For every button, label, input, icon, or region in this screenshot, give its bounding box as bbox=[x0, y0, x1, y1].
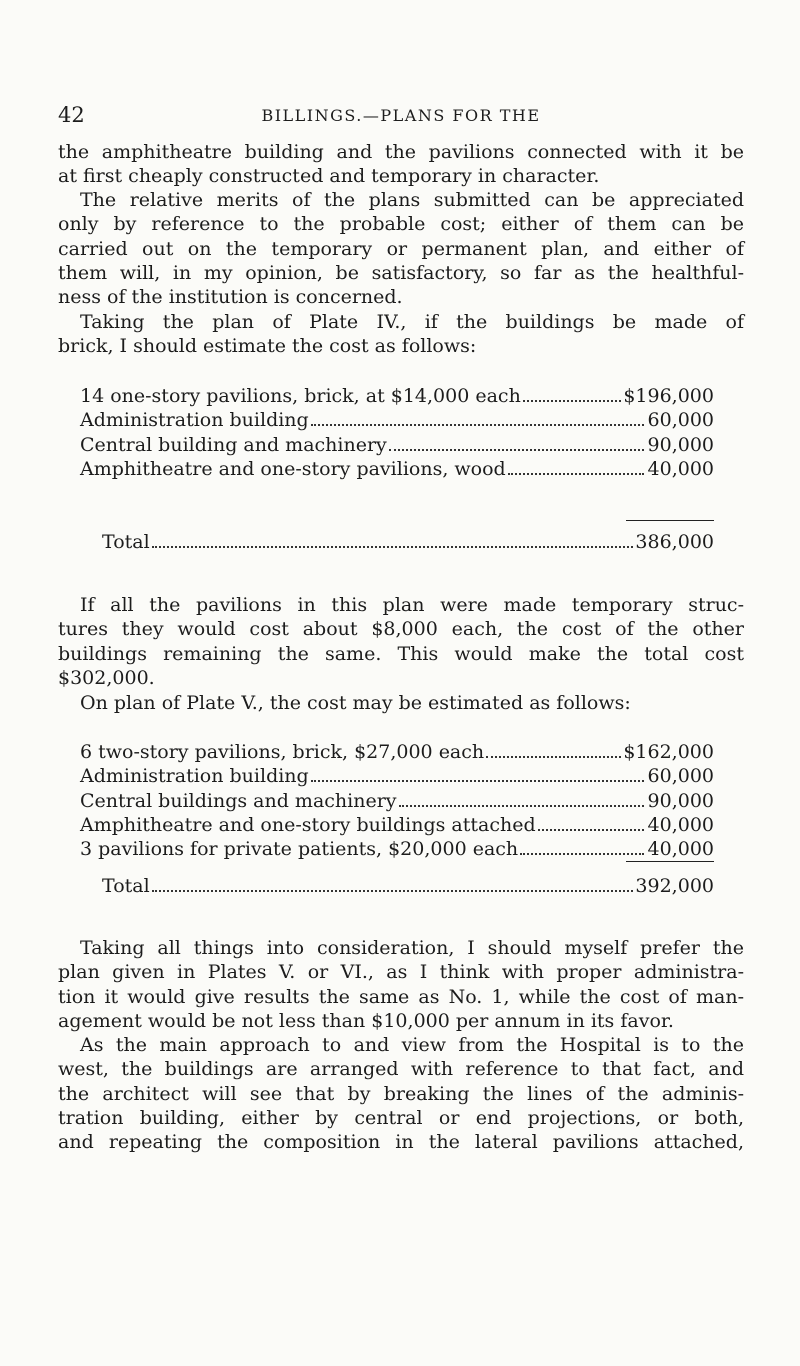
dot-leader bbox=[152, 890, 634, 892]
text-line: On plan of Plate V., the cost may be estimated as follows: bbox=[80, 692, 631, 714]
dot-leader bbox=[311, 424, 644, 426]
total-row-plate-v bbox=[102, 874, 714, 898]
paragraph-continuation bbox=[58, 140, 744, 189]
table-row bbox=[80, 813, 714, 837]
text-line: only by reference to the probable cost; either of them can be bbox=[58, 213, 744, 236]
cost-table-plate-v bbox=[80, 740, 714, 861]
table-row bbox=[80, 408, 714, 432]
paragraph-temporary-structures bbox=[58, 593, 744, 690]
paragraph-main-approach bbox=[58, 1033, 744, 1154]
total-row-plate-iv bbox=[102, 530, 714, 554]
dot-leader bbox=[389, 449, 644, 451]
total-amount: 392,000 bbox=[635, 875, 714, 897]
dot-leader bbox=[508, 473, 644, 475]
text-line: $302,000. bbox=[58, 666, 155, 689]
table-row bbox=[80, 457, 714, 481]
dot-leader bbox=[538, 829, 644, 831]
table-row bbox=[80, 837, 714, 861]
text-line: plan given in Plates V. or VI., as I think with proper administra- bbox=[58, 961, 744, 984]
row-label: Amphitheatre and one-story buildings attached bbox=[80, 813, 536, 836]
text-line: Taking the plan of Plate IV., if the buildings be made of bbox=[80, 311, 744, 333]
row-label: 6 two-story pavilions, brick, $27,000 each bbox=[80, 741, 485, 763]
text-line: and repeating the composition in the lateral pavilions attached, bbox=[58, 1131, 744, 1154]
page-number: 42 bbox=[58, 103, 85, 127]
dot-leader bbox=[486, 756, 621, 758]
text-line: west, the buildings are arranged with reference to that fact, and bbox=[58, 1058, 744, 1081]
row-amount: 90,000 bbox=[647, 433, 714, 456]
total-amount: 386,000 bbox=[635, 531, 714, 553]
text-line: As the main approach to and view from the Hospital is to the bbox=[80, 1034, 744, 1056]
row-label: 3 pavilions for private patients, $20,000 each bbox=[80, 838, 519, 861]
row-label: Amphitheatre and one-story pavilions, wood bbox=[80, 457, 506, 480]
dot-leader bbox=[520, 853, 644, 855]
dot-leader bbox=[399, 805, 644, 807]
row-amount: 40,000 bbox=[647, 838, 714, 861]
text-line: agement would be not less than $10,000 per annum in its favor. bbox=[58, 1009, 674, 1032]
total-label: Total bbox=[102, 875, 150, 897]
text-line: at first cheaply constructed and temporary in character. bbox=[58, 165, 600, 188]
total-label: Total bbox=[102, 531, 150, 553]
text-line: tures they would cost about $8,000 each, the cost of the other bbox=[58, 618, 744, 641]
text-line: buildings remaining the same. This would make the total cost bbox=[58, 642, 744, 665]
paragraph-plate-iv-intro bbox=[58, 310, 744, 359]
text-line: If all the pavilions in this plan were made temporary struc- bbox=[80, 594, 744, 616]
row-amount: $196,000 bbox=[623, 385, 714, 407]
sum-rule bbox=[626, 861, 714, 862]
text-line: the architect will see that by breaking the lines of the adminis- bbox=[58, 1082, 744, 1105]
row-amount: 60,000 bbox=[647, 765, 714, 788]
text-line: Taking all things into consideration, I should myself prefer the bbox=[80, 937, 744, 959]
text-line: tration building, either by central or end projections, or both, bbox=[58, 1106, 744, 1129]
row-label: Administration building bbox=[80, 409, 309, 432]
text-line: them will, in my opinion, be satisfactory, so far as the healthful- bbox=[58, 261, 744, 284]
sum-rule bbox=[626, 520, 714, 521]
dot-leader bbox=[523, 400, 622, 402]
paragraph-relative-merits bbox=[58, 188, 744, 309]
row-label: 14 one-story pavilions, brick, at $14,000 each bbox=[80, 385, 521, 407]
dot-leader bbox=[311, 780, 644, 782]
paragraph-preference bbox=[58, 936, 744, 1033]
row-amount: 60,000 bbox=[647, 409, 714, 432]
page-header bbox=[58, 103, 744, 127]
table-row bbox=[102, 874, 714, 898]
table-row bbox=[80, 764, 714, 788]
row-amount: 90,000 bbox=[647, 789, 714, 812]
running-head: BILLINGS.—PLANS FOR THE bbox=[261, 106, 541, 125]
table-row bbox=[80, 384, 714, 408]
table-row bbox=[80, 433, 714, 457]
text-line: brick, I should estimate the cost as follows: bbox=[58, 335, 477, 358]
paragraph-plate-v-intro bbox=[58, 691, 744, 715]
text-line: carried out on the temporary or permanent plan, and either of bbox=[58, 237, 744, 260]
row-amount: 40,000 bbox=[647, 813, 714, 836]
cost-table-plate-iv bbox=[80, 384, 714, 481]
table-row bbox=[80, 789, 714, 813]
text-line: The relative merits of the plans submitted can be appreciated bbox=[80, 189, 744, 211]
row-label: Administration building bbox=[80, 765, 309, 788]
table-row bbox=[102, 530, 714, 554]
row-label: Central building and machinery bbox=[80, 433, 387, 456]
text-line: the amphitheatre building and the pavilions connected with it be bbox=[58, 141, 744, 163]
row-label: Central buildings and machinery bbox=[80, 789, 397, 812]
row-amount: $162,000 bbox=[623, 741, 714, 763]
row-amount: 40,000 bbox=[647, 457, 714, 480]
text-line: ness of the institution is concerned. bbox=[58, 286, 403, 309]
table-row bbox=[80, 740, 714, 764]
dot-leader bbox=[152, 546, 634, 548]
text-line: tion it would give results the same as No. 1, while the cost of man- bbox=[58, 985, 744, 1008]
